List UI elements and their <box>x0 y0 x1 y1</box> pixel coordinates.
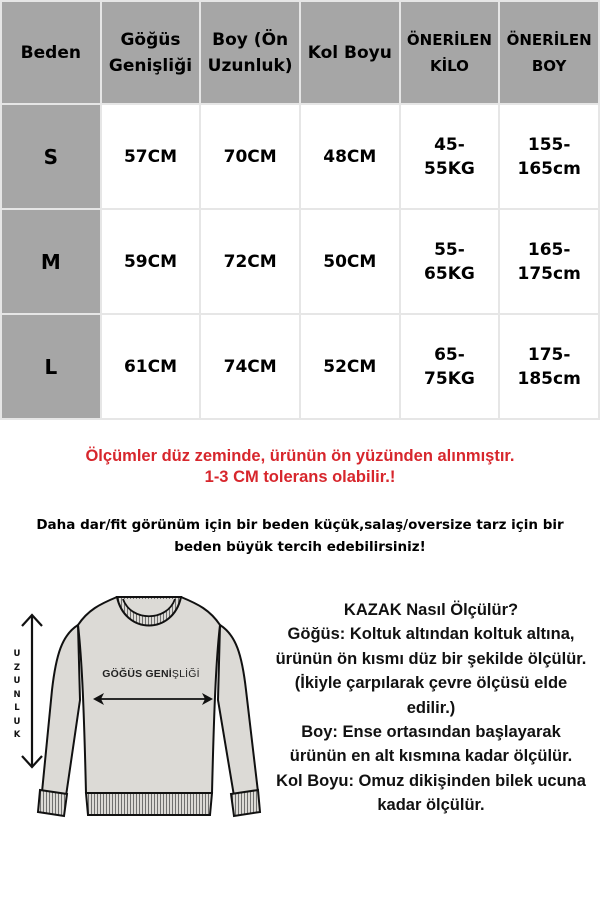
length-arrow <box>22 615 42 767</box>
length-cell: 72CM <box>200 209 300 314</box>
weight-cell: 45- 55KG <box>400 104 500 209</box>
table-header-row <box>1 1 599 104</box>
instructions-line: ürünün ön kısmı düz bir şekilde ölçülür. <box>275 649 587 668</box>
header-recommended-weight: ÖNERİLEN KİLO <box>400 1 500 104</box>
height-cell: 175- 185cm <box>499 314 599 419</box>
fit-advice-note <box>0 514 600 558</box>
size-chart-table <box>0 0 600 420</box>
table-row <box>1 314 599 419</box>
sleeve-cell: 48CM <box>300 104 400 209</box>
sweater-illustration <box>0 580 265 830</box>
chest-cell: 57CM <box>101 104 201 209</box>
weight-cell: 65- 75KG <box>400 314 500 419</box>
fit-advice-line: Daha dar/fit görünüm için bir beden küçük,salaş/oversize tarz için bir <box>36 517 564 533</box>
instructions-title: KAZAK Nasıl Ölçülür? <box>343 601 519 619</box>
sweater-icon <box>0 580 265 830</box>
header-recommended-height: ÖNERİLEN BOY <box>499 1 599 104</box>
length-cell: 74CM <box>200 314 300 419</box>
table-row <box>1 209 599 314</box>
size-cell: L <box>1 314 101 419</box>
weight-cell: 55- 65KG <box>400 209 500 314</box>
length-cell: 70CM <box>200 104 300 209</box>
header-sleeve-length: Kol Boyu <box>300 1 400 104</box>
measurement-note-line: Ölçümler düz zeminde, ürünün ön yüzünden alınmıştır. <box>85 447 515 465</box>
chest-width-label: GÖĞÜS GENİŞLİĞİ <box>102 668 200 680</box>
chest-cell: 61CM <box>101 314 201 419</box>
size-cell: S <box>1 104 101 209</box>
height-cell: 155- 165cm <box>499 104 599 209</box>
table-row <box>1 104 599 209</box>
instructions-line: (İkiyle çarpılarak çevre ölçüsü elde <box>294 674 568 693</box>
measurement-note <box>0 446 600 488</box>
length-label: U Z U N L U K <box>13 649 21 740</box>
instructions-line: Boy: Ense ortasından başlayarak <box>301 723 561 742</box>
instructions-line: Kol Boyu: Omuz dikişinden bilek ucuna <box>276 771 586 790</box>
chest-cell: 59CM <box>101 209 201 314</box>
header-size: Beden <box>1 1 101 104</box>
sleeve-cell: 50CM <box>300 209 400 314</box>
measurement-instructions <box>262 598 600 818</box>
header-chest-width: Göğüs Genişliği <box>101 1 201 104</box>
fit-advice-line: beden büyük tercih edebilirsiniz! <box>174 539 426 555</box>
instructions-line: edilir.) <box>406 698 456 717</box>
instructions-line: ürünün en alt kısmına kadar ölçülür. <box>289 747 573 766</box>
height-cell: 165- 175cm <box>499 209 599 314</box>
sleeve-cell: 52CM <box>300 314 400 419</box>
tolerance-note-line: 1-3 CM tolerans olabilir.! <box>204 468 396 486</box>
instructions-line: kadar ölçülür. <box>377 796 485 815</box>
header-front-length: Boy (Ön Uzunluk) <box>200 1 300 104</box>
instructions-line: Göğüs: Koltuk altından koltuk altına, <box>287 625 575 644</box>
size-cell: M <box>1 209 101 314</box>
